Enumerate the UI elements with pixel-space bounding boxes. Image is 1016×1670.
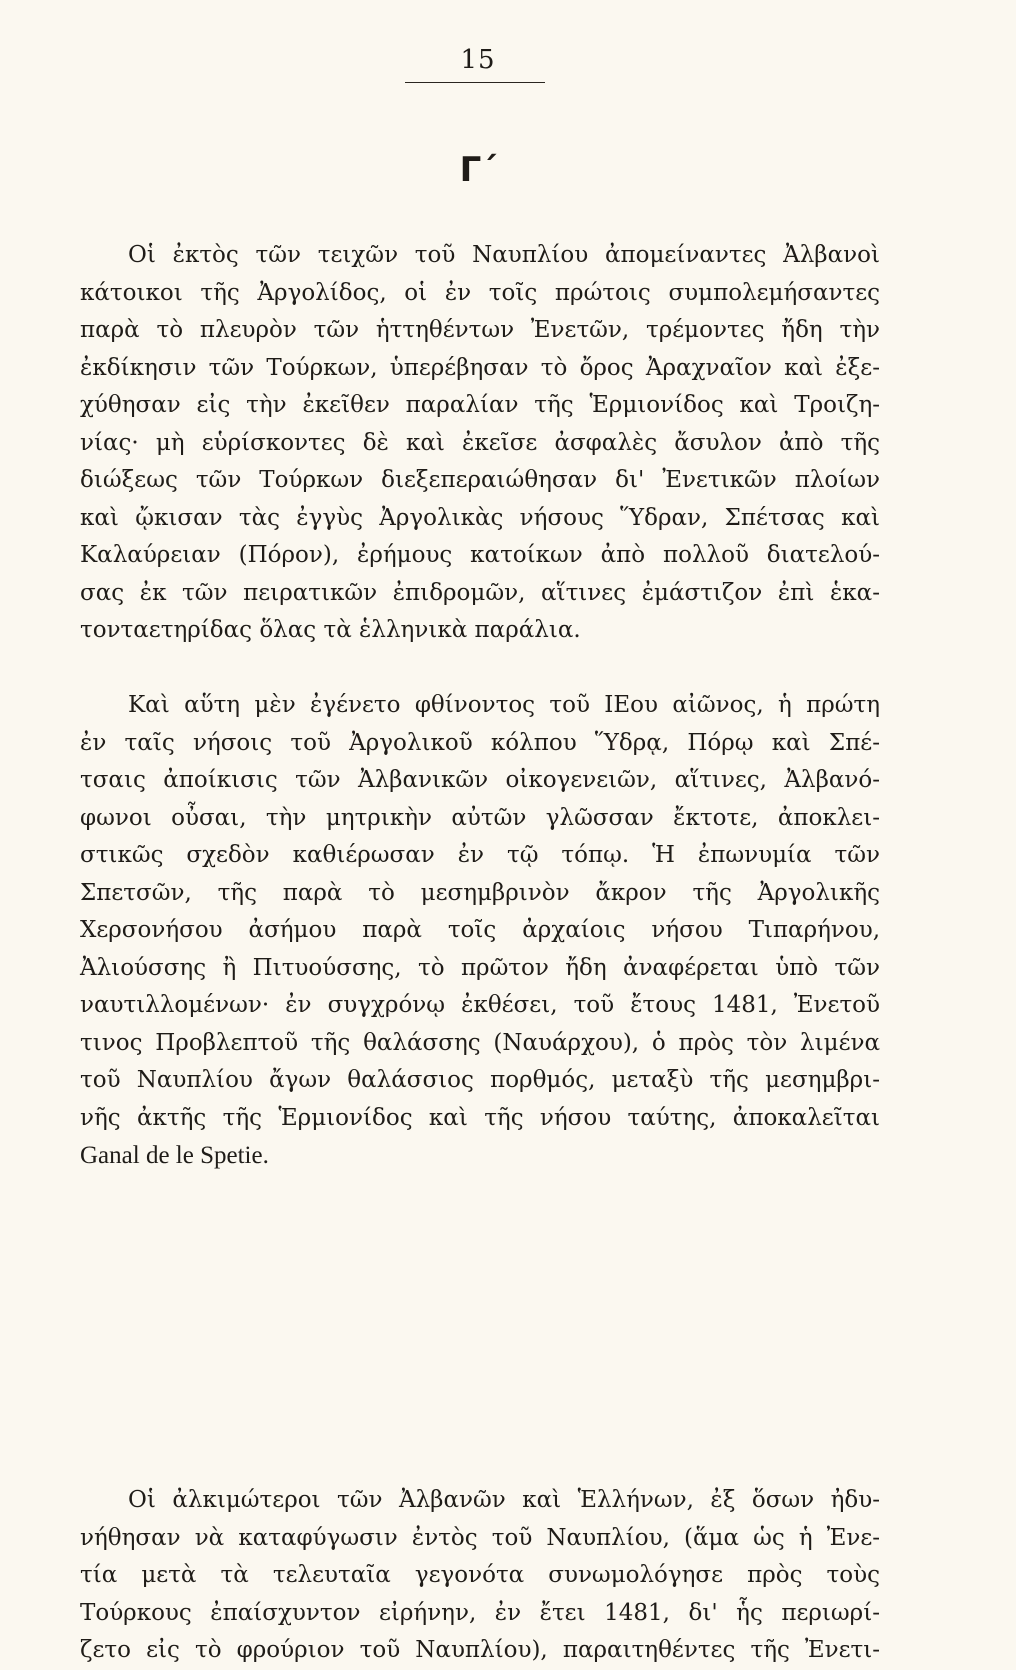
text-line: ἐκδίκησιν τῶν Τούρκων, ὑπερέβησαν τὸ ὄρος Ἀραχναῖον καὶ ἐξε-	[80, 354, 880, 381]
latin-phrase: Ganal de le Spetie.	[80, 1142, 269, 1169]
text-line: νήθησαν νὰ καταφύγωσιν ἐντὸς τοῦ Ναυπλίου, (ἅμα ὡς ἡ Ἐνε-	[80, 1524, 880, 1551]
text-line: Ἀλιούσσης ἢ Πιτυούσσης, τὸ πρῶτον ἤδη ἀναφέρεται ὑπὸ τῶν	[80, 954, 880, 981]
text-line: κάτοικοι τῆς Ἀργολίδος, οἱ ἐν τοῖς πρώτοις συμπολεμήσαντες	[80, 279, 880, 306]
text-line: τσαις ἀποίκισις τῶν Ἀλβανικῶν οἰκογενειῶν, αἵτινες, Ἀλβανό-	[80, 767, 880, 793]
paragraph-1	[80, 237, 880, 650]
header-rule	[405, 82, 545, 83]
text-line: ναυτιλλομένων· ἐν συγχρόνῳ ἐκθέσει, τοῦ ἔτους 1481, Ἐνετοῦ	[80, 992, 880, 1018]
text-line: παρὰ τὸ πλευρὸν τῶν ἡττηθέντων Ἐνετῶν, τρέμοντες ἤδη τὴν	[80, 317, 880, 343]
text-line-latin	[80, 1137, 880, 1175]
text-line: ζετο εἰς τὸ φρούριον τοῦ Ναυπλίου), παραιτηθέντες τῆς Ἐνετι-	[80, 1637, 880, 1663]
text-line: σας ἐκ τῶν πειρατικῶν ἐπιδρομῶν, αἵτινες ἐμάστιζον ἐπὶ ἑκα-	[80, 579, 880, 606]
text-line: τοῦ Ναυπλίου ἄγων θαλάσσιος πορθμός, μεταξὺ τῆς μεσημβρι-	[80, 1067, 880, 1093]
text-line: καὶ ᾤκισαν τὰς ἐγγὺς Ἀργολικὰς νήσους Ὕδραν, Σπέτσας καὶ	[80, 504, 880, 531]
text-line: διώξεως τῶν Τούρκων διεξεπεραιώθησαν δι' Ἐνετικῶν πλοίων	[80, 467, 880, 493]
page-number: 15	[460, 45, 496, 75]
paragraph-2	[80, 687, 880, 1175]
text-line: Οἱ ἀλκιμώτεροι τῶν Ἀλβανῶν καὶ Ἑλλήνων, ἐξ ὅσων ἠδυ-	[128, 1487, 880, 1513]
text-line: Καλαύρειαν (Πόρον), ἐρήμους κατοίκων ἀπὸ πολλοῦ διατελού-	[80, 542, 880, 568]
paragraph-3	[80, 1482, 880, 1670]
text-line: Τούρκους ἐπαίσχυντον εἰρήνην, ἐν ἔτει 1481, δι' ἧς περιωρί-	[80, 1599, 880, 1626]
text-line: τία μετὰ τὰ τελευταῖα γεγονότα συνωμολόγησε πρὸς τοὺς	[80, 1562, 880, 1588]
text-line: Καὶ αὕτη μὲν ἐγένετο φθίνοντος τοῦ ΙΕου αἰῶνος, ἡ πρώτη	[128, 692, 880, 718]
text-line: τονταετηρίδας ὅλας τὰ ἑλληνικὰ παράλια.	[80, 617, 581, 643]
text-line: στικῶς σχεδὸν καθιέρωσαν ἐν τῷ τόπῳ. Ἡ ἐπωνυμία τῶν	[80, 842, 880, 868]
text-line: φωνοι οὖσαι, τὴν μητρικὴν αὐτῶν γλῶσσαν ἔκτοτε, ἀποκλει-	[80, 804, 880, 831]
section-heading: Γ΄	[459, 150, 497, 190]
text-line: τινος Προβλεπτοῦ τῆς θαλάσσης (Ναυάρχου), ὁ πρὸς τὸν λιμένα	[80, 1029, 880, 1056]
text-line: Χερσονήσου ἀσήμου παρὰ τοῖς ἀρχαίοις νήσου Τιπαρήνου,	[80, 917, 880, 943]
text-line: χύθησαν εἰς τὴν ἐκεῖθεν παραλίαν τῆς Ἑρμιονίδος καὶ Τροιζη-	[80, 392, 880, 418]
text-line: Οἱ ἐκτὸς τῶν τειχῶν τοῦ Ναυπλίου ἀπομείναντες Ἀλβανοὶ	[128, 242, 880, 268]
text-line: ἐν ταῖς νήσοις τοῦ Ἀργολικοῦ κόλπου Ὕδρᾳ, Πόρῳ καὶ Σπέ-	[80, 729, 880, 756]
text-line: νίας· μὴ εὑρίσκοντες δὲ καὶ ἐκεῖσε ἀσφαλὲς ἄσυλον ἀπὸ τῆς	[80, 429, 880, 456]
text-line: Σπετσῶν, τῆς παρὰ τὸ μεσημβρινὸν ἄκρον τῆς Ἀργολικῆς	[80, 879, 880, 906]
text-line: νῆς ἀκτῆς τῆς Ἑρμιονίδος καὶ τῆς νήσου ταύτης, ἀποκαλεῖται	[80, 1104, 880, 1131]
